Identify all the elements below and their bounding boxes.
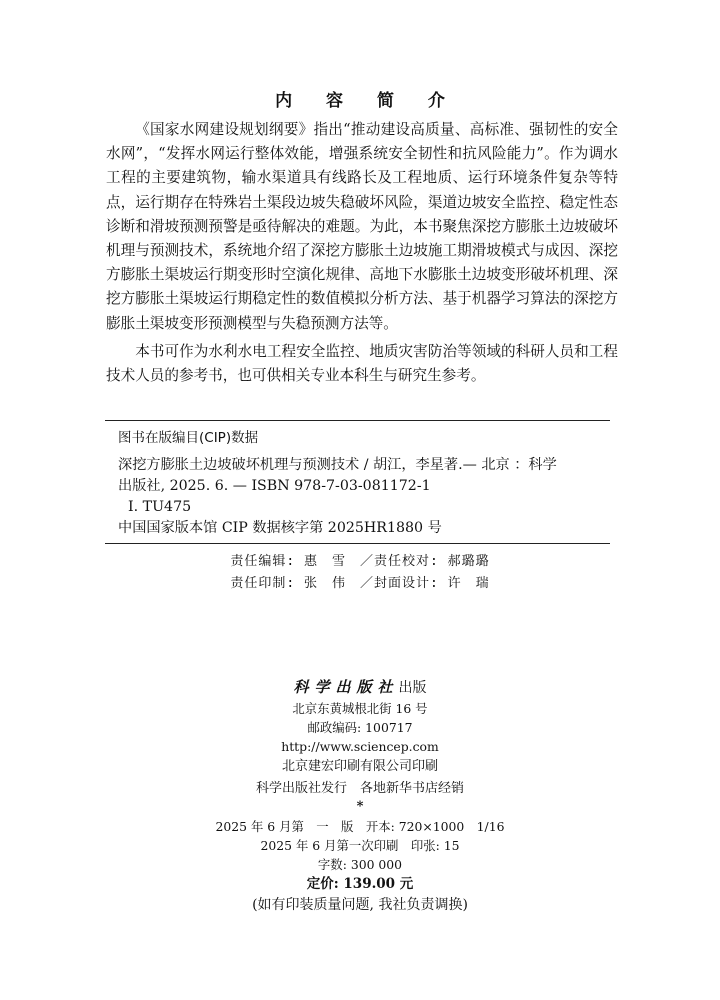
credits-line-1: 责任编辑: 惠 雪 ／责任校对: 郝璐璐 bbox=[230, 554, 490, 569]
credits-line-2: 责任印制: 张 伟 ／封面设计: 许 瑞 bbox=[230, 576, 490, 591]
publisher-block bbox=[0, 676, 720, 916]
edition-line: 2025 年 6 月第 一 版 开本: 720×1000 1/16 bbox=[215, 819, 505, 834]
printing-line: 2025 年 6 月第一次印刷 印张: 15 bbox=[260, 838, 460, 853]
word-count: 字数: 300 000 bbox=[317, 857, 403, 872]
cip-top-rule bbox=[105, 420, 610, 421]
cip-bottom-rule bbox=[105, 543, 610, 544]
distribution-line: 科学出版社发行 各地新华书店经销 bbox=[255, 781, 464, 796]
quality-notice: (如有印装质量问题, 我社负责调换) bbox=[252, 897, 468, 913]
credits-block bbox=[0, 551, 720, 595]
publisher-brand-suffix: 出版 bbox=[398, 680, 427, 696]
separator-star: * bbox=[356, 799, 364, 814]
cip-block bbox=[118, 428, 630, 539]
intro-section bbox=[106, 118, 618, 388]
publisher-website: http://www.sciencep.com bbox=[281, 739, 439, 754]
intro-heading: 内 容 简 介 bbox=[275, 91, 459, 111]
cip-record-line-2: 出版社, 2025. 6. — ISBN 978-7-03-081172-1 bbox=[118, 478, 431, 494]
intro-paragraph-1: 《国家水网建设规划纲要》指出“推动建设高质量、高标准、强韧性的安全水网”，“发挥水网运行整体效能，增强系统安全韧性和抗风险能力”。作为调水工程的主要建筑物，输水渠道具有线路长及工程地质、运行环境条件复杂等特点，运行期存在特殊岩土渠段边坡失稳破坏风险，渠道边坡安全监控、稳定性态诊断和滑坡预测预警是亟待解决的难题。为此，本书聚焦深挖方膨胀土边坡破坏机理与预测技术，系统地介绍了深挖方膨胀土边坡施工期滑坡模式与成因、深挖方膨胀土渠坡运行期变形时空演化规律、高地下水膨胀土边坡变形破坏机理、深挖方膨胀土渠坡运行期稳定性的数值模拟分析方法、基于机器学习算法的深挖方膨胀土渠坡变形预测模型与失稳预测方法等。 bbox=[106, 121, 618, 332]
cip-verification: 中国国家版本馆 CIP 数据核字第 2025HR1880 号 bbox=[118, 520, 442, 536]
intro-paragraph-2: 本书可作为水利水电工程安全监控、地质灾害防治等领域的科研人员和工程技术人员的参考书，也可供相关专业本科生与研究生参考。 bbox=[106, 342, 618, 385]
cip-classification: Ⅰ. TU475 bbox=[128, 499, 192, 515]
publisher-address: 北京东黄城根北街 16 号 bbox=[292, 701, 428, 716]
price-line: 定价: 139.00 元 bbox=[306, 876, 414, 892]
cip-heading: 图书在版编目(CIP)数据 bbox=[118, 430, 259, 446]
publisher-logo-text: 科学出版社 bbox=[293, 678, 399, 696]
printer-line: 北京建宏印刷有限公司印刷 bbox=[281, 759, 438, 774]
cip-record-line-1: 深挖方膨胀土边坡破坏机理与预测技术 / 胡江，李星著.— 北京 ：科学 bbox=[118, 457, 557, 473]
publisher-postcode: 邮政编码: 100717 bbox=[307, 720, 413, 735]
